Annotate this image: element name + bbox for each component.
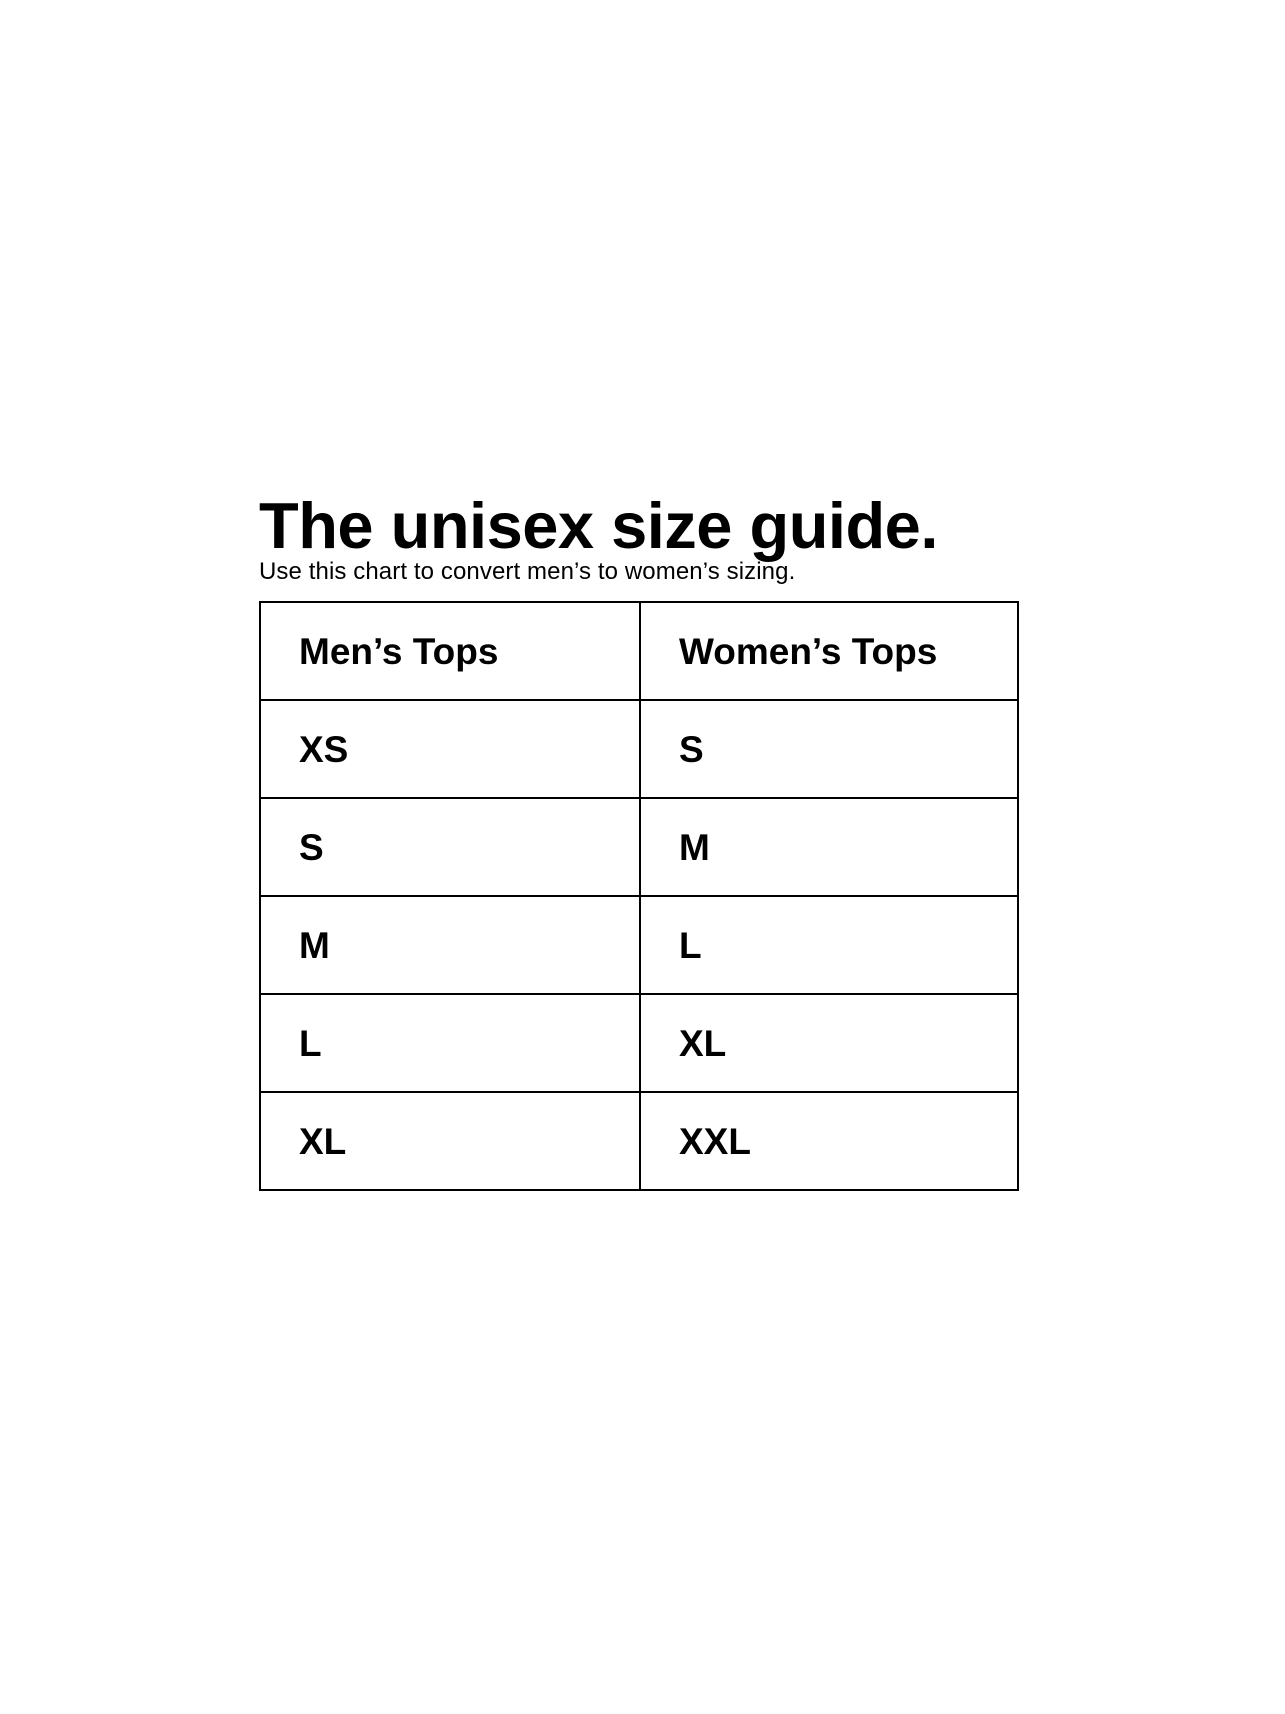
cell-womens-size: L (640, 896, 1018, 994)
table-row (260, 700, 1018, 798)
cell-womens-size: M (640, 798, 1018, 896)
table-body (260, 700, 1018, 1190)
table-row (260, 896, 1018, 994)
cell-mens-size: M (260, 896, 640, 994)
cell-mens-size: XL (260, 1092, 640, 1190)
table-header-row (260, 602, 1018, 700)
cell-womens-size: XXL (640, 1092, 1018, 1190)
table-row (260, 798, 1018, 896)
page-title: The unisex size guide. (259, 488, 938, 562)
cell-mens-size: L (260, 994, 640, 1092)
cell-womens-size: XL (640, 994, 1018, 1092)
column-header-mens-tops: Men’s Tops (260, 602, 640, 700)
table-row (260, 1092, 1018, 1190)
column-header-womens-tops: Women’s Tops (640, 602, 1018, 700)
cell-mens-size: XS (260, 700, 640, 798)
cell-womens-size: S (640, 700, 1018, 798)
table-row (260, 994, 1018, 1092)
size-conversion-table (259, 601, 1019, 1191)
cell-mens-size: S (260, 798, 640, 896)
page-subtitle: Use this chart to convert men’s to women’s sizing. (259, 558, 796, 585)
